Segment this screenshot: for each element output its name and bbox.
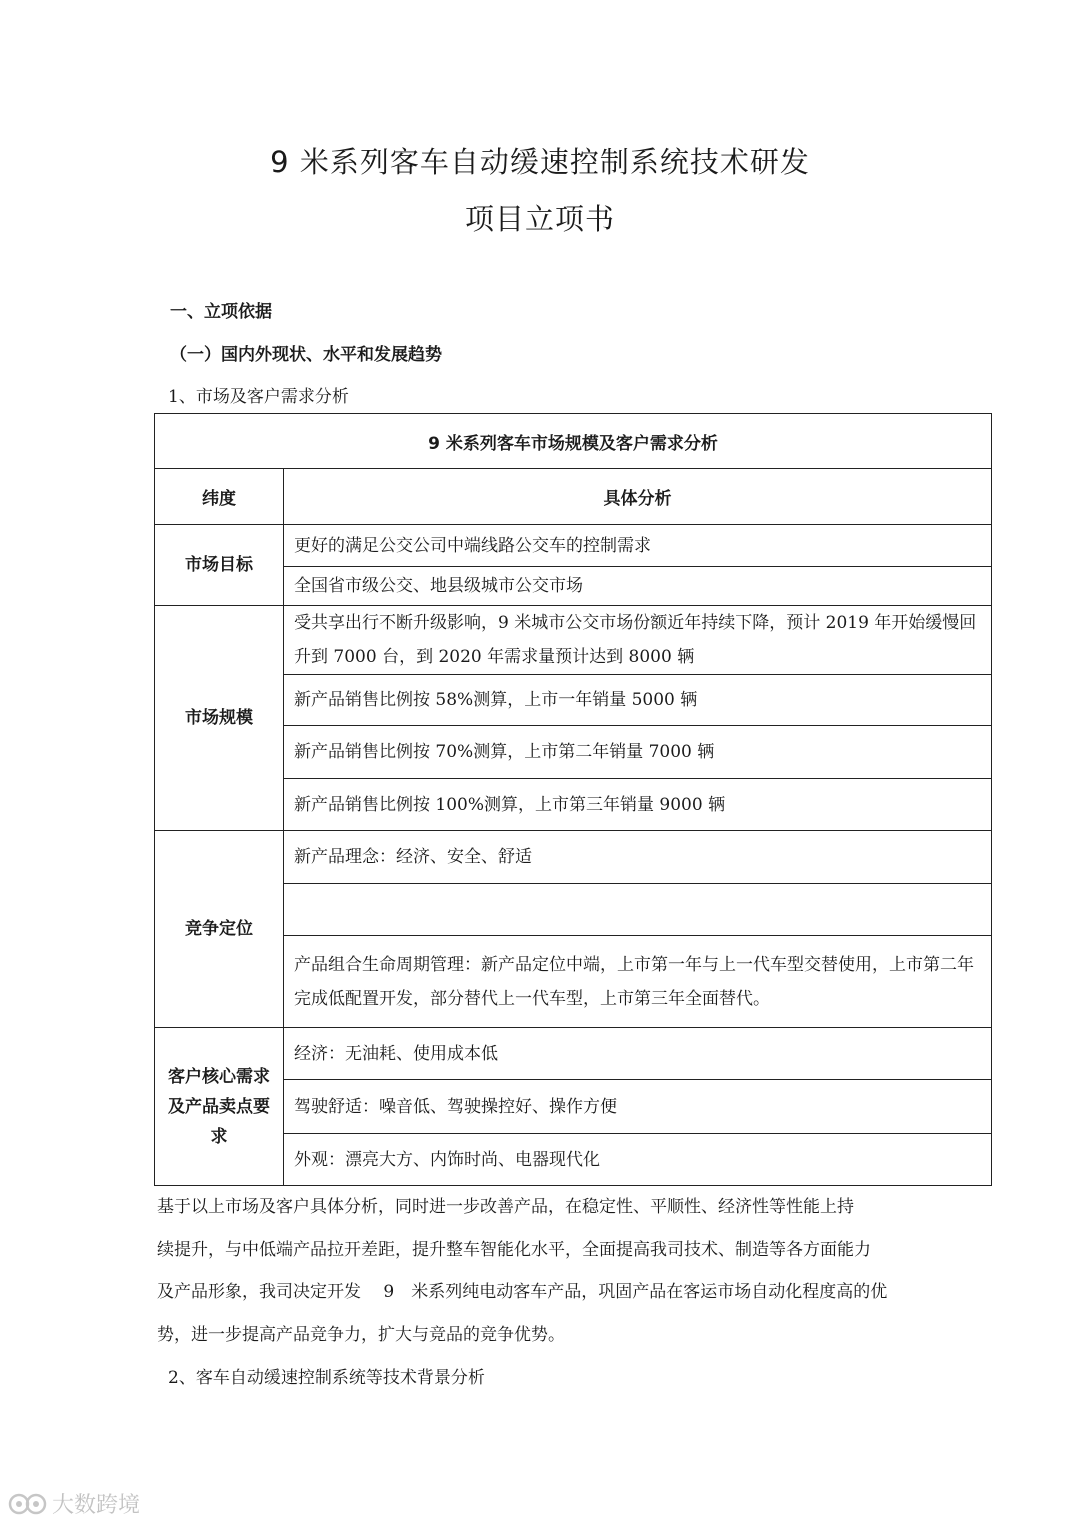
table-cell: 更好的满足公交公司中端线路公交车的控制需求: [284, 525, 992, 567]
table-cell: 新产品销售比例按 58%测算，上市一年销量 5000 辆: [284, 675, 992, 726]
watermark: [8, 1488, 140, 1519]
table-cell: 驾驶舒适：噪音低、驾驶操控好、操作方便: [284, 1080, 992, 1134]
market-analysis-table: [154, 413, 992, 1186]
paragraph-line: 续提升，与中低端产品拉开差距，提升整车智能化水平，全面提高我司技术、制造等各方面能力: [157, 1239, 871, 1260]
row-label-market-target: 市场目标: [155, 525, 284, 606]
row-label-customer-needs: 客户核心需求及产品卖点要求: [155, 1028, 284, 1186]
table-cell: 经济：无油耗、使用成本低: [284, 1028, 992, 1080]
row-label-competitive-position: 竞争定位: [155, 831, 284, 1028]
watermark-logo-icon: [8, 1491, 48, 1517]
paragraph-line: 及产品形象，我司决定开发 9 米系列纯电动客车产品，巩固产品在客运市场自动化程度高的优: [157, 1282, 888, 1302]
table-cell: 产品组合生命周期管理：新产品定位中端，上市第一年与上一代车型交替使用，上市第二年完成低配置开发，部分替代上一代车型，上市第三年全面替代。: [284, 936, 992, 1028]
body-paragraph: [157, 1186, 957, 1356]
table-title: 9 米系列客车市场规模及客户需求分析: [155, 414, 992, 469]
paragraph-line: 基于以上市场及客户具体分析，同时进一步改善产品，在稳定性、平顺性、经济性等性能上持: [157, 1197, 854, 1217]
row-label-market-size: 市场规模: [155, 606, 284, 831]
paragraph-line: 势，进一步提高产品竞争力，扩大与竞品的竞争优势。: [157, 1324, 565, 1345]
document-title-line2: 项目立项书: [464, 202, 615, 236]
table-cell-empty: [284, 884, 992, 936]
item-heading-2: 2、客车自动缓速控制系统等技术背景分析: [168, 1368, 485, 1388]
table-cell: 全国省市级公交、地县级城市公交市场: [284, 567, 992, 606]
table-cell: 新产品销售比例按 100%测算，上市第三年销量 9000 辆: [284, 779, 992, 831]
table-cell: 新产品销售比例按 70%测算，上市第二年销量 7000 辆: [284, 726, 992, 779]
table-cell: 新产品理念：经济、安全、舒适: [284, 831, 992, 884]
subsection-heading: （一）国内外现状、水平和发展趋势: [170, 345, 442, 365]
table-cell: 受共享出行不断升级影响，9 米城市公交市场份额近年持续下降，预计 2019 年开始缓慢回升到 7000 台，到 2020 年需求量预计达到 8000 辆: [284, 606, 992, 675]
document-title-line1: 9 米系列客车自动缓速控制系统技术研发: [270, 145, 810, 179]
column-header-dimension: 纬度: [155, 469, 284, 525]
column-header-analysis: 具体分析: [284, 469, 992, 525]
item-heading-1: 1、市场及客户需求分析: [168, 387, 349, 407]
watermark-text: 大数跨境: [52, 1493, 141, 1518]
table-cell: 外观：漂亮大方、内饰时尚、电器现代化: [284, 1134, 992, 1186]
section-heading: 一、立项依据: [170, 302, 272, 322]
